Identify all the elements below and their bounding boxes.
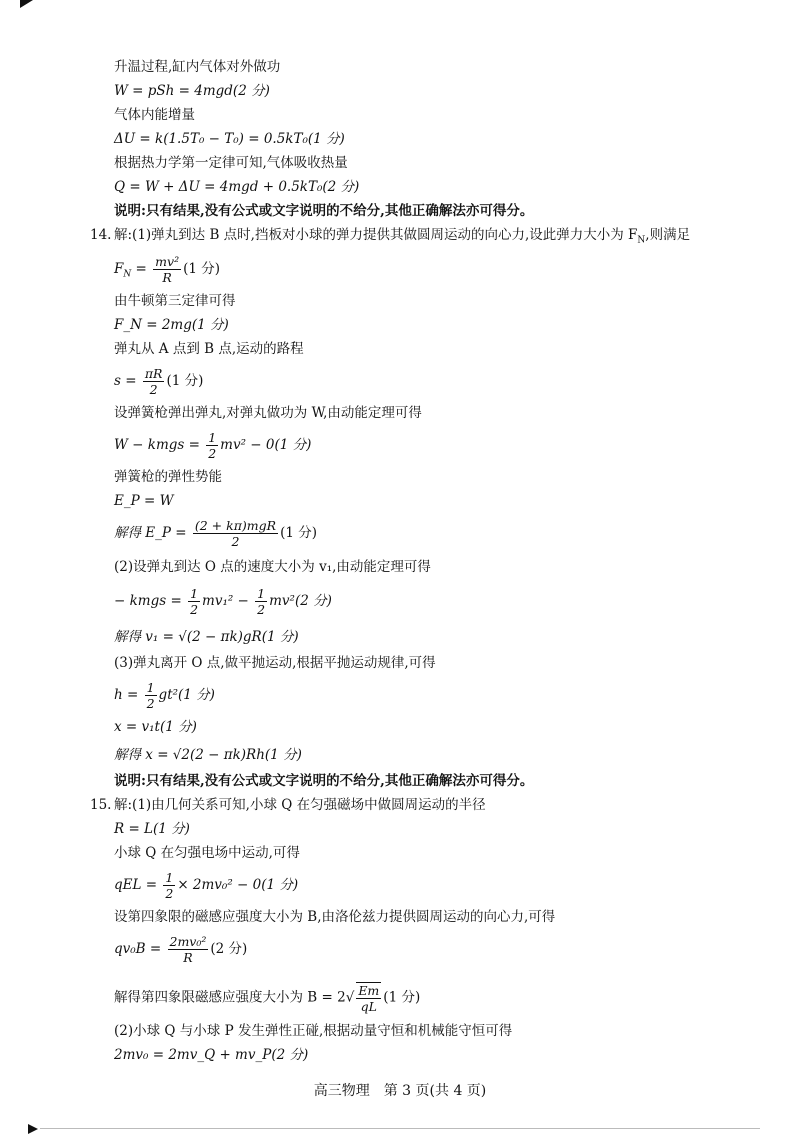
equation-line: 解得 v₁ = √(2 − πk)gR(1 分) <box>114 629 299 645</box>
numerator: 1 <box>208 430 217 445</box>
equation-line: 2mv₀ = 2mv_Q + mv_P(2 分) <box>114 1047 309 1063</box>
denominator: R <box>183 950 193 965</box>
text-line: 解:(1)由几何关系可知,小球 Q 在匀强磁场中做圆周运动的半径 <box>114 797 486 813</box>
equation-line: E_P = W <box>114 493 174 509</box>
text-line: (2)小球 Q 与小球 P 发生弹性正碰,根据动量守恒和机械能守恒可得 <box>114 1023 513 1039</box>
denominator: 2 <box>257 602 266 617</box>
equation-line: F_N = 2mg(1 分) <box>114 317 229 333</box>
text-line: 升温过程,缸内气体对外做功 <box>114 59 281 75</box>
numerator: 1 <box>257 586 266 601</box>
text-span: ,则满足 <box>645 227 691 243</box>
eq-part: − kmgs = <box>114 593 187 609</box>
fraction <box>153 254 181 285</box>
fraction <box>168 934 209 965</box>
equation-line <box>114 982 420 1014</box>
equation-line: x = v₁t(1 分) <box>114 719 197 735</box>
numerator: (2 + kπ)mgR <box>194 518 277 533</box>
eq-part: qv₀B = <box>114 941 166 957</box>
text-line: (3)弹丸离开 O 点,做平抛运动,根据平抛运动规律,可得 <box>114 655 436 671</box>
eq-part: = <box>131 261 152 277</box>
denominator: R <box>162 270 172 285</box>
denominator: 2 <box>208 446 217 461</box>
equation-line <box>114 934 247 965</box>
equation-line <box>114 586 332 617</box>
denominator: 2 <box>149 382 158 397</box>
denominator: 2 <box>190 602 199 617</box>
grading-note: 说明:只有结果,没有公式或文字说明的不给分,其他正确解法亦可得分。 <box>114 773 534 789</box>
fraction <box>163 870 175 901</box>
text-line: 设弹簧枪弹出弹丸,对弹丸做功为 W,由动能定理可得 <box>114 405 422 421</box>
text-line: 气体内能增量 <box>114 107 195 123</box>
fraction <box>356 982 381 1014</box>
grading-note: 说明:只有结果,没有公式或文字说明的不给分,其他正确解法亦可得分。 <box>114 203 534 219</box>
fraction <box>145 680 157 711</box>
equation-line <box>114 366 203 397</box>
fraction <box>193 518 278 549</box>
equation-line: 解得 x = √2(2 − πk)Rh(1 分) <box>114 747 302 763</box>
denominator: 2 <box>165 886 174 901</box>
equation-line <box>114 430 311 461</box>
equation-line: ΔU = k(1.5T₀ − T₀) = 0.5kT₀(1 分) <box>114 131 345 147</box>
denominator: 2 <box>146 696 155 711</box>
eq-part: 解得 E_P = <box>114 525 191 541</box>
question-number: 14. <box>90 227 112 243</box>
equation-line: W = pSh = 4mgd(2 分) <box>114 83 270 99</box>
text-line: 弹丸从 A 点到 B 点,运动的路程 <box>114 341 304 357</box>
equation-line <box>114 870 298 901</box>
numerator: mv² <box>155 254 180 269</box>
text-span: 解:(1)弹丸到达 B 点时,挡板对小球的弹力提供其做圆周运动的向心力,设此弹力大小为 F <box>114 227 638 243</box>
numerator: 2mv₀² <box>169 934 207 949</box>
eq-part: s = <box>114 373 141 389</box>
equation-line <box>114 680 215 711</box>
text-line: 弹簧枪的弹性势能 <box>114 469 222 485</box>
fraction <box>143 366 165 397</box>
equation-line <box>114 518 317 549</box>
eq-part: mv²(2 分) <box>269 593 332 609</box>
equation-line: R = L(1 分) <box>114 821 190 837</box>
eq-part: gt²(1 分) <box>158 687 215 703</box>
eq-part: qEL = <box>114 877 162 893</box>
score: (2 分) <box>210 941 248 957</box>
text-line: (2)设弹丸到达 O 点的速度大小为 v₁,由动能定理可得 <box>114 559 431 575</box>
subscript: N <box>637 235 646 246</box>
numerator: 1 <box>146 680 155 695</box>
equation-line <box>114 254 220 285</box>
corner-mark-bottom <box>28 1124 38 1134</box>
corner-mark-top <box>20 0 33 8</box>
eq-part: × 2mv₀² − 0(1 分) <box>177 877 299 893</box>
score: (1 分) <box>183 261 221 277</box>
subscript: N <box>123 269 132 280</box>
page-footer: 高三物理 第 3 页(共 4 页) <box>313 1083 487 1099</box>
numerator: Em <box>358 983 380 998</box>
divider <box>40 1128 760 1129</box>
eq-part: mv₁² − <box>202 593 254 609</box>
equation-line: Q = W + ΔU = 4mgd + 0.5kT₀(2 分) <box>114 179 360 195</box>
eq-part: W − kmgs = <box>114 437 205 453</box>
numerator: πR <box>144 366 163 381</box>
denominator: qL <box>360 999 377 1014</box>
eq-part: 解得第四象限磁感应强度大小为 B = 2√ <box>114 989 355 1006</box>
text-line: 小球 Q 在匀强电场中运动,可得 <box>114 845 300 861</box>
text-line: 由牛顿第三定律可得 <box>114 293 236 309</box>
eq-part: h = <box>114 687 143 703</box>
fraction <box>206 430 218 461</box>
fraction <box>188 586 200 617</box>
text-line: 根据热力学第一定律可知,气体吸收热量 <box>114 155 348 171</box>
text-line: 设第四象限的磁感应强度大小为 B,由洛伦兹力提供圆周运动的向心力,可得 <box>114 909 556 925</box>
score: (1 分) <box>383 989 421 1006</box>
question-number: 15. <box>90 797 112 813</box>
question-14-line-1 <box>114 226 690 250</box>
numerator: 1 <box>165 870 174 885</box>
fraction <box>255 586 267 617</box>
eq-part: mv² − 0(1 分) <box>220 437 312 453</box>
score: (1 分) <box>166 373 204 389</box>
score: (1 分) <box>280 525 317 541</box>
denominator: 2 <box>231 534 240 549</box>
numerator: 1 <box>190 586 199 601</box>
eq-part: F <box>114 261 124 277</box>
